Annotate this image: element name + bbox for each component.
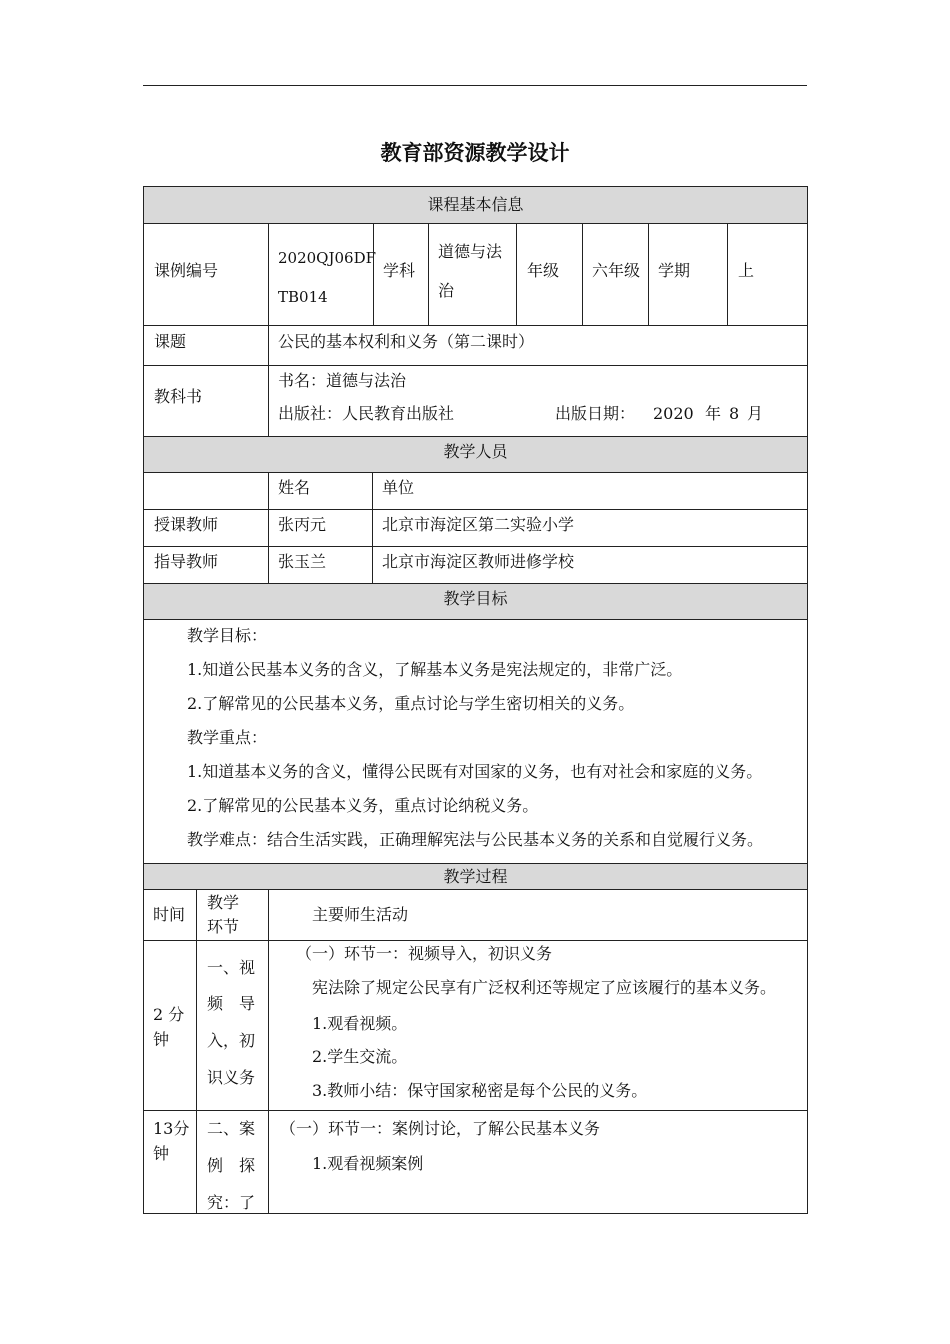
staff-name: 张玉兰 (278, 552, 327, 571)
staff-unit: 北京市海淀区教师进修学校 (382, 552, 575, 571)
header-rule (143, 85, 807, 86)
topic-label: 课题 (154, 332, 187, 351)
grade-cell (582, 223, 649, 326)
key-point-item: 1.知道基本义务的含义，懂得公民既有对国家的义务，也有对社会和家庭的义务。 (187, 762, 763, 781)
case-number-line1: 2020QJ06DF (278, 249, 377, 267)
document-title: 教育部资源教学设计 (380, 141, 570, 165)
grade-label: 年级 (527, 261, 560, 280)
table-cell (372, 509, 808, 547)
textbook-label: 教科书 (154, 387, 203, 406)
case-number-label-cell (143, 223, 269, 326)
activity-line: 2.学生交流。 (312, 1047, 408, 1066)
table-cell (268, 1110, 808, 1214)
step-header-cell (196, 889, 269, 941)
publisher: 出版社：人民教育出版社 (278, 404, 455, 423)
staff-role: 授课教师 (154, 515, 219, 534)
case-number-line2: TB014 (278, 288, 328, 306)
goals-body (143, 619, 808, 864)
term-label-cell (648, 223, 728, 326)
staff-role: 指导教师 (154, 552, 219, 571)
subject-line2: 治 (438, 281, 455, 300)
publish-date-label: 出版日期： (555, 404, 636, 423)
case-number-label: 课例编号 (154, 261, 219, 280)
table-row (143, 940, 197, 1111)
row-time-line1: 13分 (153, 1119, 190, 1138)
table-cell (268, 509, 373, 547)
activity-line: 3.教师小结：保守国家秘密是每个公民的义务。 (312, 1081, 648, 1100)
staff-corner-cell (143, 472, 269, 510)
section-title: 教学人员 (443, 442, 508, 461)
subject-label-cell (373, 223, 429, 326)
row-time-line2: 钟 (153, 1030, 170, 1049)
row-step-line: 究：了 (207, 1193, 256, 1212)
term-label: 学期 (658, 261, 691, 280)
key-points-heading: 教学重点： (187, 728, 268, 747)
section-basic-info-header (143, 186, 808, 224)
activity-line: 1.观看视频。 (312, 1014, 408, 1033)
book-name: 书名：道德与法治 (278, 371, 407, 390)
topic-value: 公民的基本权利和义务（第二课时） (278, 332, 535, 351)
row-step-line: 一、视 (207, 958, 256, 977)
year-unit: 年 (705, 404, 722, 423)
step-column-header-line2: 环节 (207, 917, 240, 936)
subject-label: 学科 (383, 261, 416, 280)
row-time-line1: 2 分 (153, 1005, 185, 1024)
subject-cell (428, 223, 517, 326)
section-goals-header (143, 583, 808, 620)
row-time-line2: 钟 (153, 1144, 170, 1163)
activity-line: 1.观看视频案例 (312, 1154, 424, 1173)
table-row (143, 509, 269, 547)
textbook-cell (268, 365, 808, 437)
topic-label-cell (143, 325, 269, 366)
publish-month: 8 (729, 404, 740, 423)
staff-name: 张丙元 (278, 515, 327, 534)
time-header-cell (143, 889, 197, 941)
time-column-header: 时间 (153, 905, 186, 924)
subject-line1: 道德与法 (438, 242, 503, 261)
row-step-line: 识义务 (207, 1068, 256, 1087)
table-cell (268, 940, 808, 1111)
term-value: 上 (738, 261, 755, 280)
row-step-line: 入，初 (207, 1031, 256, 1050)
table-cell (196, 1110, 269, 1214)
goal-item: 2.了解常见的公民基本义务，重点讨论与学生密切相关的义务。 (187, 694, 635, 713)
textbook-label-cell (143, 365, 269, 437)
activity-header-cell (268, 889, 808, 941)
key-point-item: 2.了解常见的公民基本义务，重点讨论纳税义务。 (187, 796, 539, 815)
staff-unit-header-cell (372, 472, 808, 510)
table-cell (268, 546, 373, 584)
table-cell (372, 546, 808, 584)
section-staff-header (143, 436, 808, 473)
row-step-line: 二、案 (207, 1119, 256, 1138)
table-cell (196, 940, 269, 1111)
grade-label-cell (516, 223, 583, 326)
row-step-line: 例 探 (207, 1156, 256, 1175)
activity-column-header: 主要师生活动 (312, 905, 409, 924)
section-title: 教学过程 (443, 867, 508, 886)
name-column-header: 姓名 (278, 478, 311, 497)
publish-year: 2020 (653, 404, 694, 423)
goal-item: 1.知道公民基本义务的含义，了解基本义务是宪法规定的，非常广泛。 (187, 660, 683, 679)
section-process-header (143, 863, 808, 890)
table-row (143, 1110, 197, 1214)
activity-line: 宪法除了规定公民享有广泛权利还等规定了应该履行的基本义务。 (312, 978, 777, 997)
activity-line: （一）环节一：视频导入，初识义务 (296, 944, 553, 963)
section-title: 教学目标 (443, 589, 508, 608)
goals-heading: 教学目标： (187, 626, 268, 645)
unit-column-header: 单位 (382, 478, 415, 497)
row-step-line: 频 导 (207, 994, 256, 1013)
case-number-cell (268, 223, 377, 326)
activity-line: （一）环节一：案例讨论，了解公民基本义务 (280, 1119, 601, 1138)
step-column-header-line1: 教学 (207, 893, 240, 912)
table-row (143, 546, 269, 584)
topic-cell (268, 325, 808, 366)
difficulty-line: 教学难点：结合生活实践，正确理解宪法与公民基本义务的关系和自觉履行义务。 (187, 830, 764, 849)
grade-value: 六年级 (592, 261, 641, 280)
term-cell (727, 223, 808, 326)
month-unit: 月 (747, 404, 764, 423)
staff-unit: 北京市海淀区第二实验小学 (382, 515, 575, 534)
section-title: 课程基本信息 (427, 195, 524, 214)
staff-name-header-cell (268, 472, 373, 510)
